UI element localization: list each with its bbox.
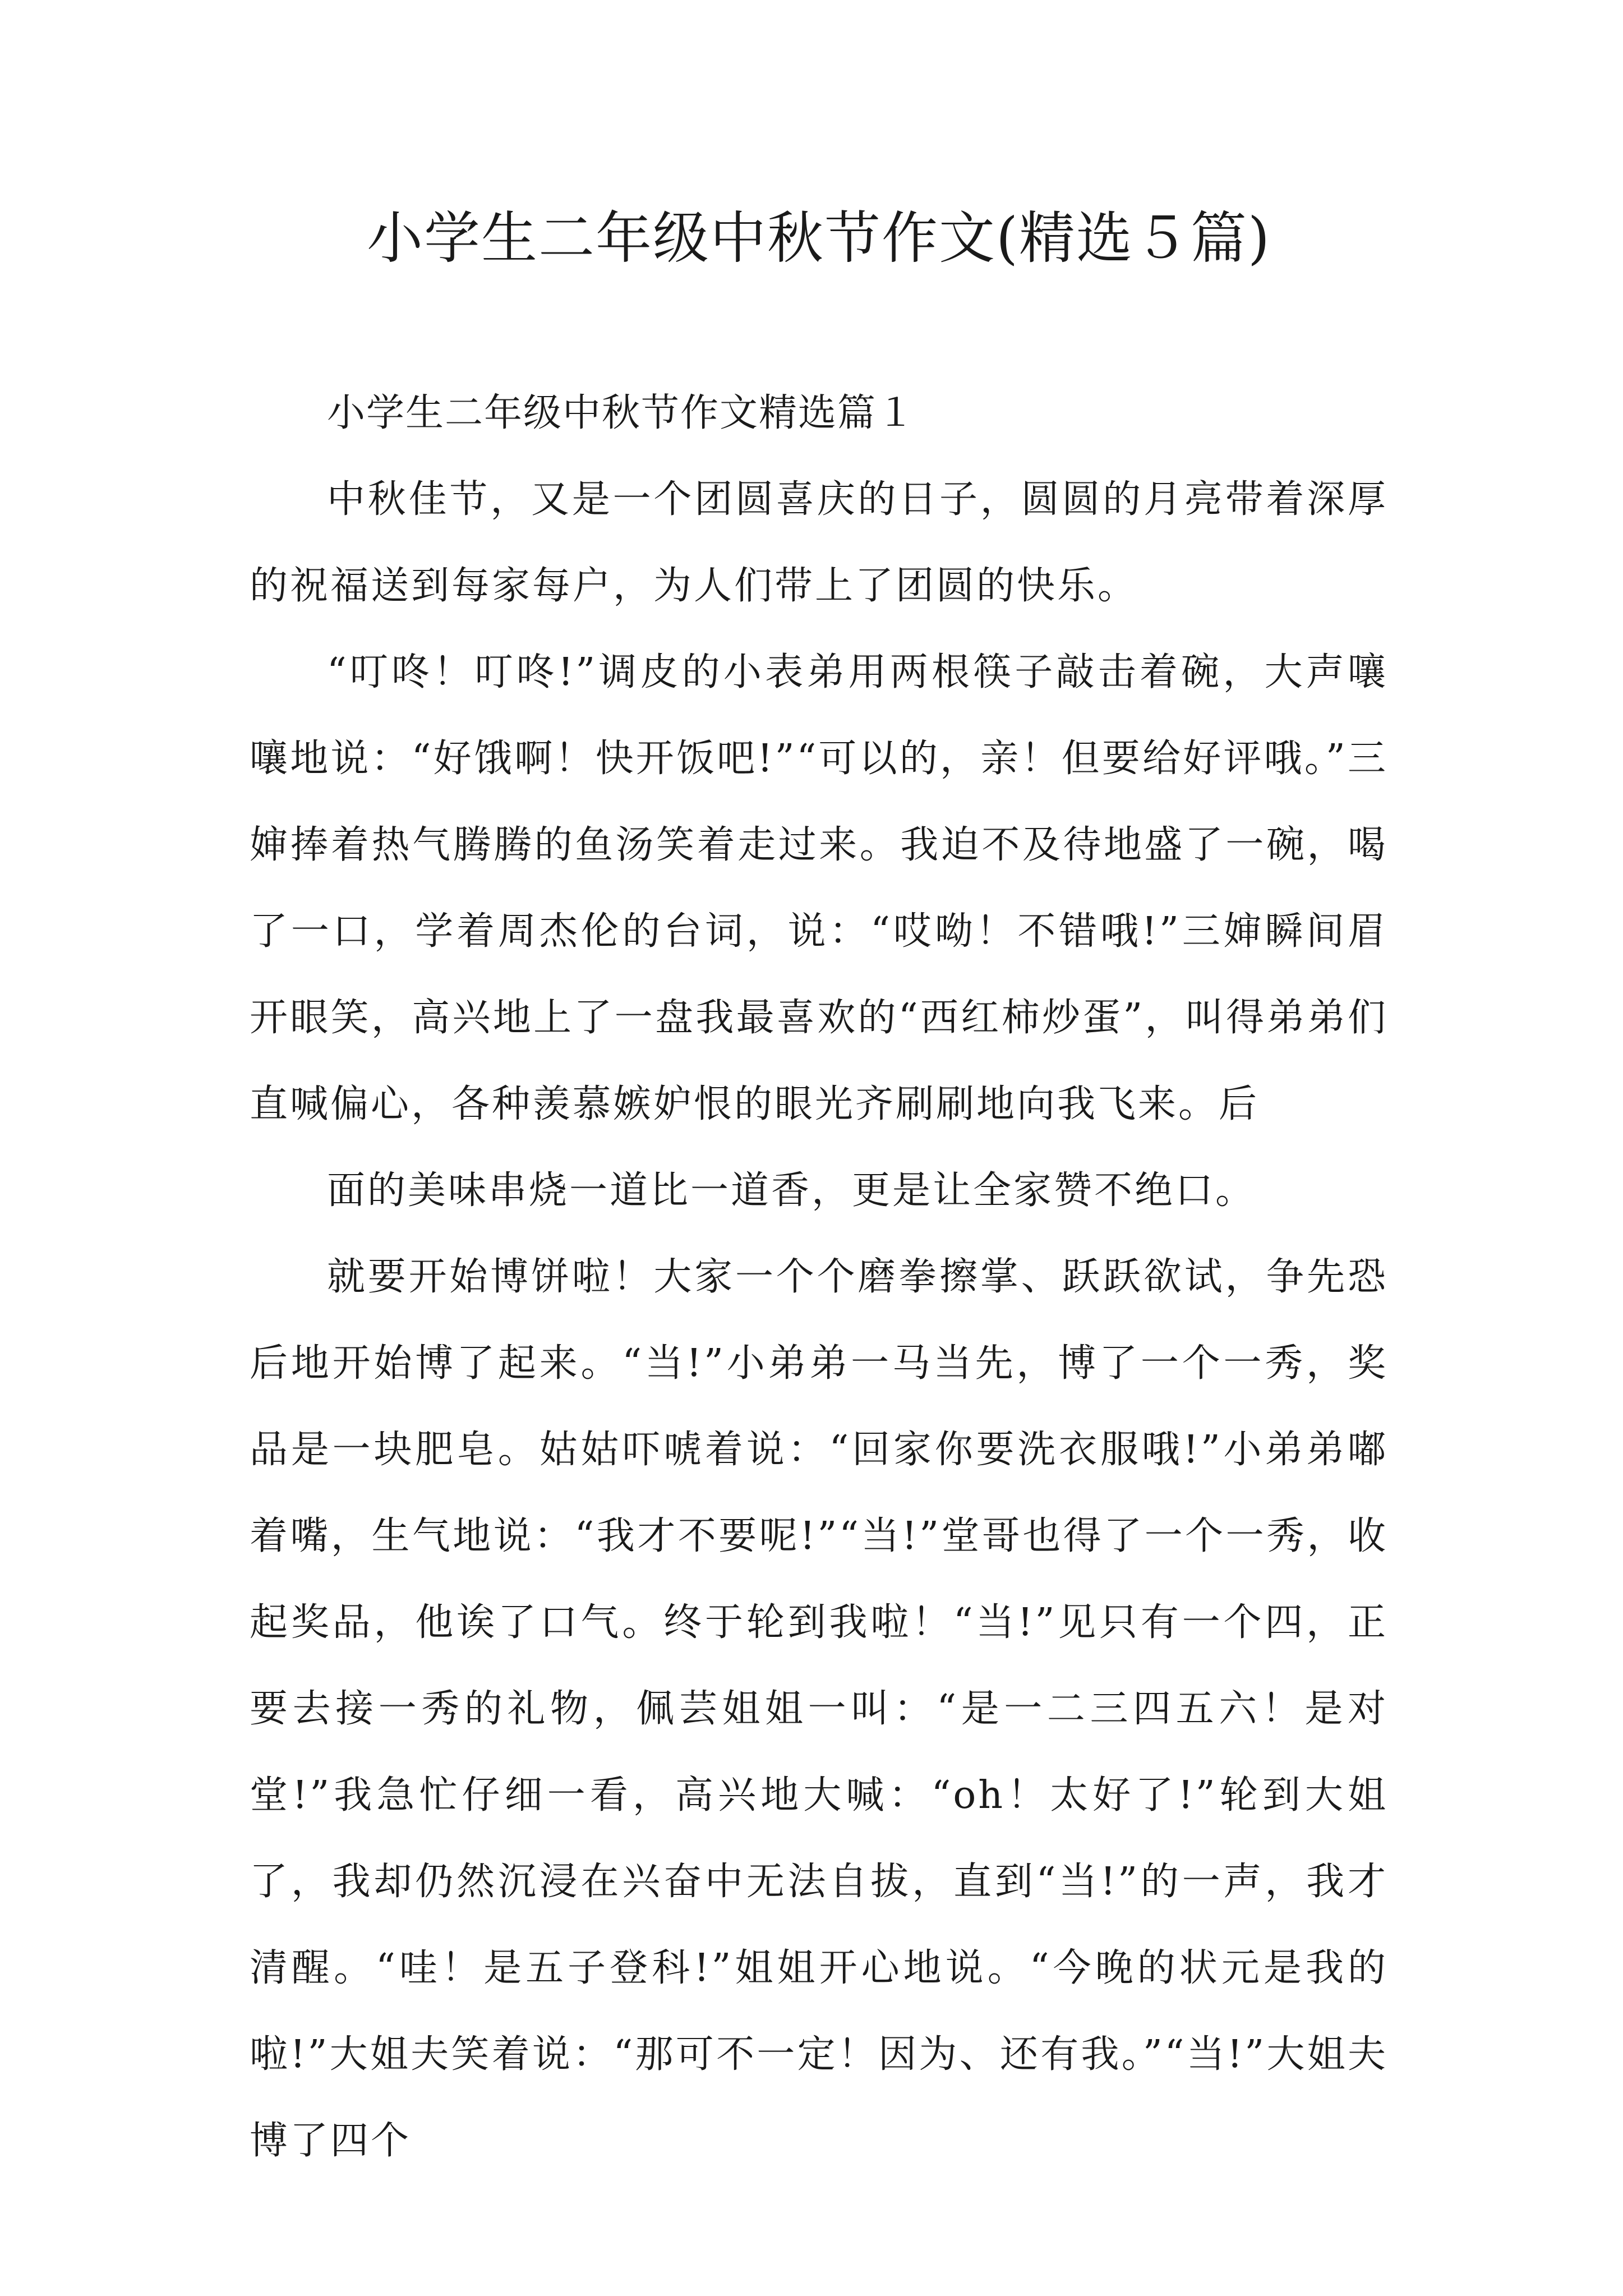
section-heading: 小学生二年级中秋节作文精选篇１	[327, 391, 916, 435]
document-body	[250, 370, 1388, 2184]
paragraph: 就要开始博饼啦！大家一个个磨拳擦掌、跃跃欲试，争先恐后地开始博了起来。“当!”小弟弟一马当先，博了一个一秀，奖品是一块肥皂。姑姑吓唬着说：“回家你要洗衣服哦!”小弟弟嘟着嘴，生气地说：“我才不要呢!”“当!”堂哥也得了一个一秀，收起奖品，他诶了口气。终于轮到我啦！“当!”见只有一个四，正要去接一秀的礼物，佩芸姐姐一叫：“是一二三四五六！是对堂!”我急忙仔细一看，高兴地大喊：“oh！太好了!”轮到大姐了，我却仍然沉浸在兴奋中无法自拔，直到“当!”的一声，我才清醒。“哇！是五子登科!”姐姐开心地说。“今晚的状元是我的啦!”大姐夫笑着说：“那可不一定！因为、还有我。”“当!”大姐夫博了四个	[250, 1255, 1388, 2163]
paragraph: “叮咚！叮咚!”调皮的小表弟用两根筷子敲击着碗，大声嚷嚷地说：“好饿啊！快开饭吧!”“可以的，亲！但要给好评哦。”三婶捧着热气腾腾的鱼汤笑着走过来。我迫不及待地盛了一碗，喝了一口，学着周杰伦的台词，说：“哎呦！不错哦!”三婶瞬间眉开眼笑，高兴地上了一盘我最喜欢的“西红柿炒蛋”，叫得弟弟们直喊偏心，各种羡慕嫉妒恨的眼光齐刷刷地向我飞来。后	[250, 650, 1388, 1126]
document-title: 小学生二年级中秋节作文(精选５篇)	[366, 205, 1271, 271]
document-page	[250, 0, 1388, 2296]
paragraph: 中秋佳节，又是一个团圆喜庆的日子，圆圆的月亮带着深厚的祝福送到每家每户，为人们带上了团圆的快乐。	[250, 477, 1388, 608]
paragraph: 面的美味串烧一道比一道香，更是让全家赞不绝口。	[327, 1168, 1256, 1213]
